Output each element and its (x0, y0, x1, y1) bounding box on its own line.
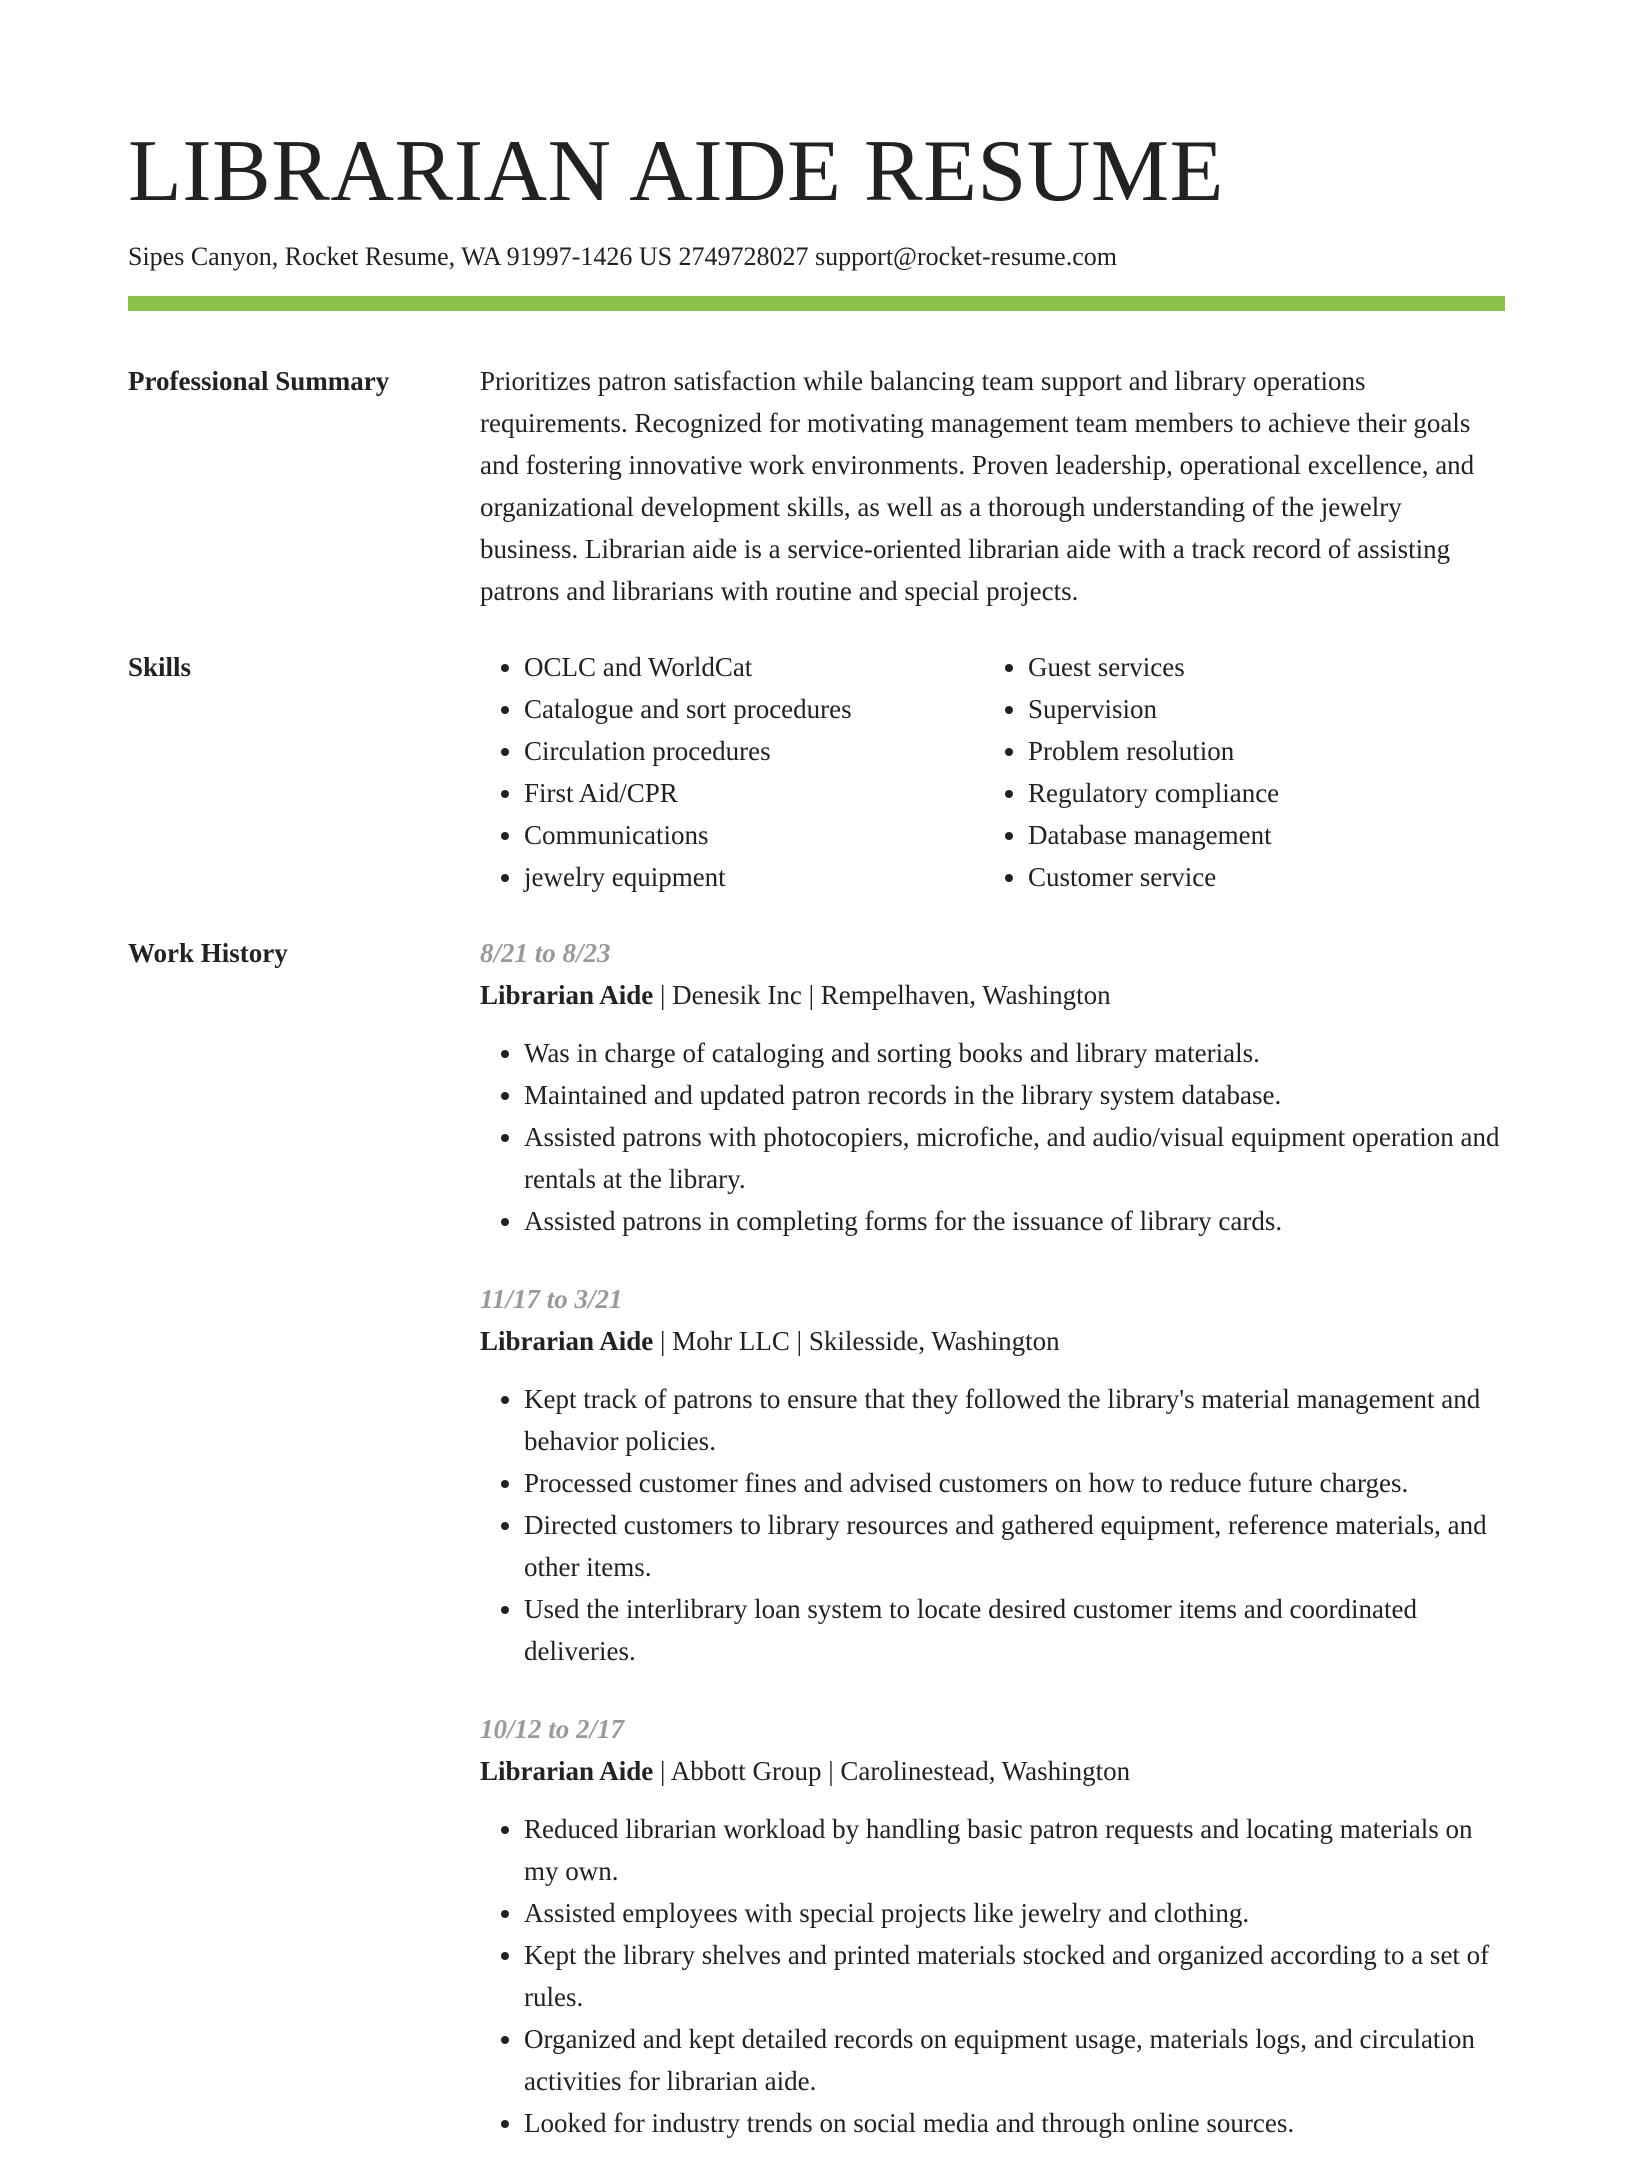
job-heading (480, 1320, 1505, 1362)
skill-item: • Circulation procedures (524, 730, 984, 772)
accent-rule (128, 296, 1505, 311)
job-date: 8/21 to 8/23 (480, 938, 611, 968)
job-duty: • Processed customer fines and advised customers on how to reduce future charges. (524, 1462, 1505, 1504)
resume-page (128, 118, 1505, 2180)
skill-item: • Regulatory compliance (1028, 772, 1488, 814)
resume-title: LIBRARIAN AIDE RESUME (128, 123, 1224, 220)
job-employer-location: | Abbott Group | Carolinestead, Washington (653, 1756, 1131, 1786)
job-duty: • Assisted patrons in completing forms for the issuance of library cards. (524, 1200, 1505, 1242)
skill-item: • Communications (524, 814, 984, 856)
work-history-label: Work History (128, 938, 288, 968)
job-entry (480, 1708, 1505, 2144)
job-duties (480, 1032, 1505, 1242)
skill-item: • jewelry equipment (524, 856, 984, 898)
summary-text: Prioritizes patron satisfaction while balancing team support and library operations requirements. Recognized for motivating management team members to achieve their goals and fostering innovative work environments. Proven leadership, operational excellence, and organizational development skills, as well as a thorough understanding of the jewelry business. Librarian aide is a service-oriented librarian aide with a track record of assisting patrons and librarians with routine and special projects. (480, 366, 1475, 606)
job-duty: • Looked for industry trends on social media and through online sources. (524, 2102, 1505, 2144)
job-duty: • Used the interlibrary loan system to locate desired customer items and coordinated deliveries. (524, 1588, 1505, 1672)
work-history-section (128, 932, 1505, 2180)
skills-columns (480, 646, 1505, 898)
job-entry (480, 1278, 1505, 1672)
summary-label: Professional Summary (128, 366, 390, 396)
job-duty: • Was in charge of cataloging and sorting books and library materials. (524, 1032, 1505, 1074)
job-title: Librarian Aide (480, 1756, 654, 1786)
job-heading (480, 974, 1505, 1016)
job-duty: • Directed customers to library resources and gathered equipment, reference materials, and other items. (524, 1504, 1505, 1588)
job-duty: • Organized and kept detailed records on equipment usage, materials logs, and circulation activities for librarian aide. (524, 2018, 1505, 2102)
skills-section (128, 646, 1505, 898)
job-duty: • Assisted patrons with photocopiers, microfiche, and audio/visual equipment operation and rentals at the library. (524, 1116, 1505, 1200)
job-duty: • Reduced librarian workload by handling basic patron requests and locating materials on my own. (524, 1808, 1505, 1892)
skill-item: • Customer service (1028, 856, 1488, 898)
job-date: 10/12 to 2/17 (480, 1714, 625, 1744)
job-date: 11/17 to 3/21 (480, 1284, 623, 1314)
job-entry (480, 932, 1505, 1242)
skill-item: • Catalogue and sort procedures (524, 688, 984, 730)
skills-label: Skills (128, 652, 192, 682)
job-duty: • Assisted employees with special projects like jewelry and clothing. (524, 1892, 1505, 1934)
job-duties (480, 1378, 1505, 1672)
skill-item: • First Aid/CPR (524, 772, 984, 814)
job-duty: • Kept the library shelves and printed materials stocked and organized according to a set of rules. (524, 1934, 1505, 2018)
job-title: Librarian Aide (480, 1326, 654, 1356)
contact-line: Sipes Canyon, Rocket Resume, WA 91997-1426 US 2749728027 support@rocket-resume.com (128, 242, 1117, 271)
skill-item: • Guest services (1028, 646, 1488, 688)
job-heading (480, 1750, 1505, 1792)
job-duties (480, 1808, 1505, 2144)
job-duty: • Kept track of patrons to ensure that they followed the library's material management and behavior policies. (524, 1378, 1505, 1462)
skill-item: • Supervision (1028, 688, 1488, 730)
skills-list-right (984, 646, 1488, 898)
skill-item: • OCLC and WorldCat (524, 646, 984, 688)
job-employer-location: | Mohr LLC | Skilesside, Washington (653, 1326, 1060, 1356)
job-title: Librarian Aide (480, 980, 654, 1010)
skill-item: • Problem resolution (1028, 730, 1488, 772)
skill-item: • Database management (1028, 814, 1488, 856)
job-duty: • Maintained and updated patron records in the library system database. (524, 1074, 1505, 1116)
job-employer-location: | Denesik Inc | Rempelhaven, Washington (653, 980, 1111, 1010)
skills-list-left (480, 646, 984, 898)
summary-section (128, 360, 1505, 612)
